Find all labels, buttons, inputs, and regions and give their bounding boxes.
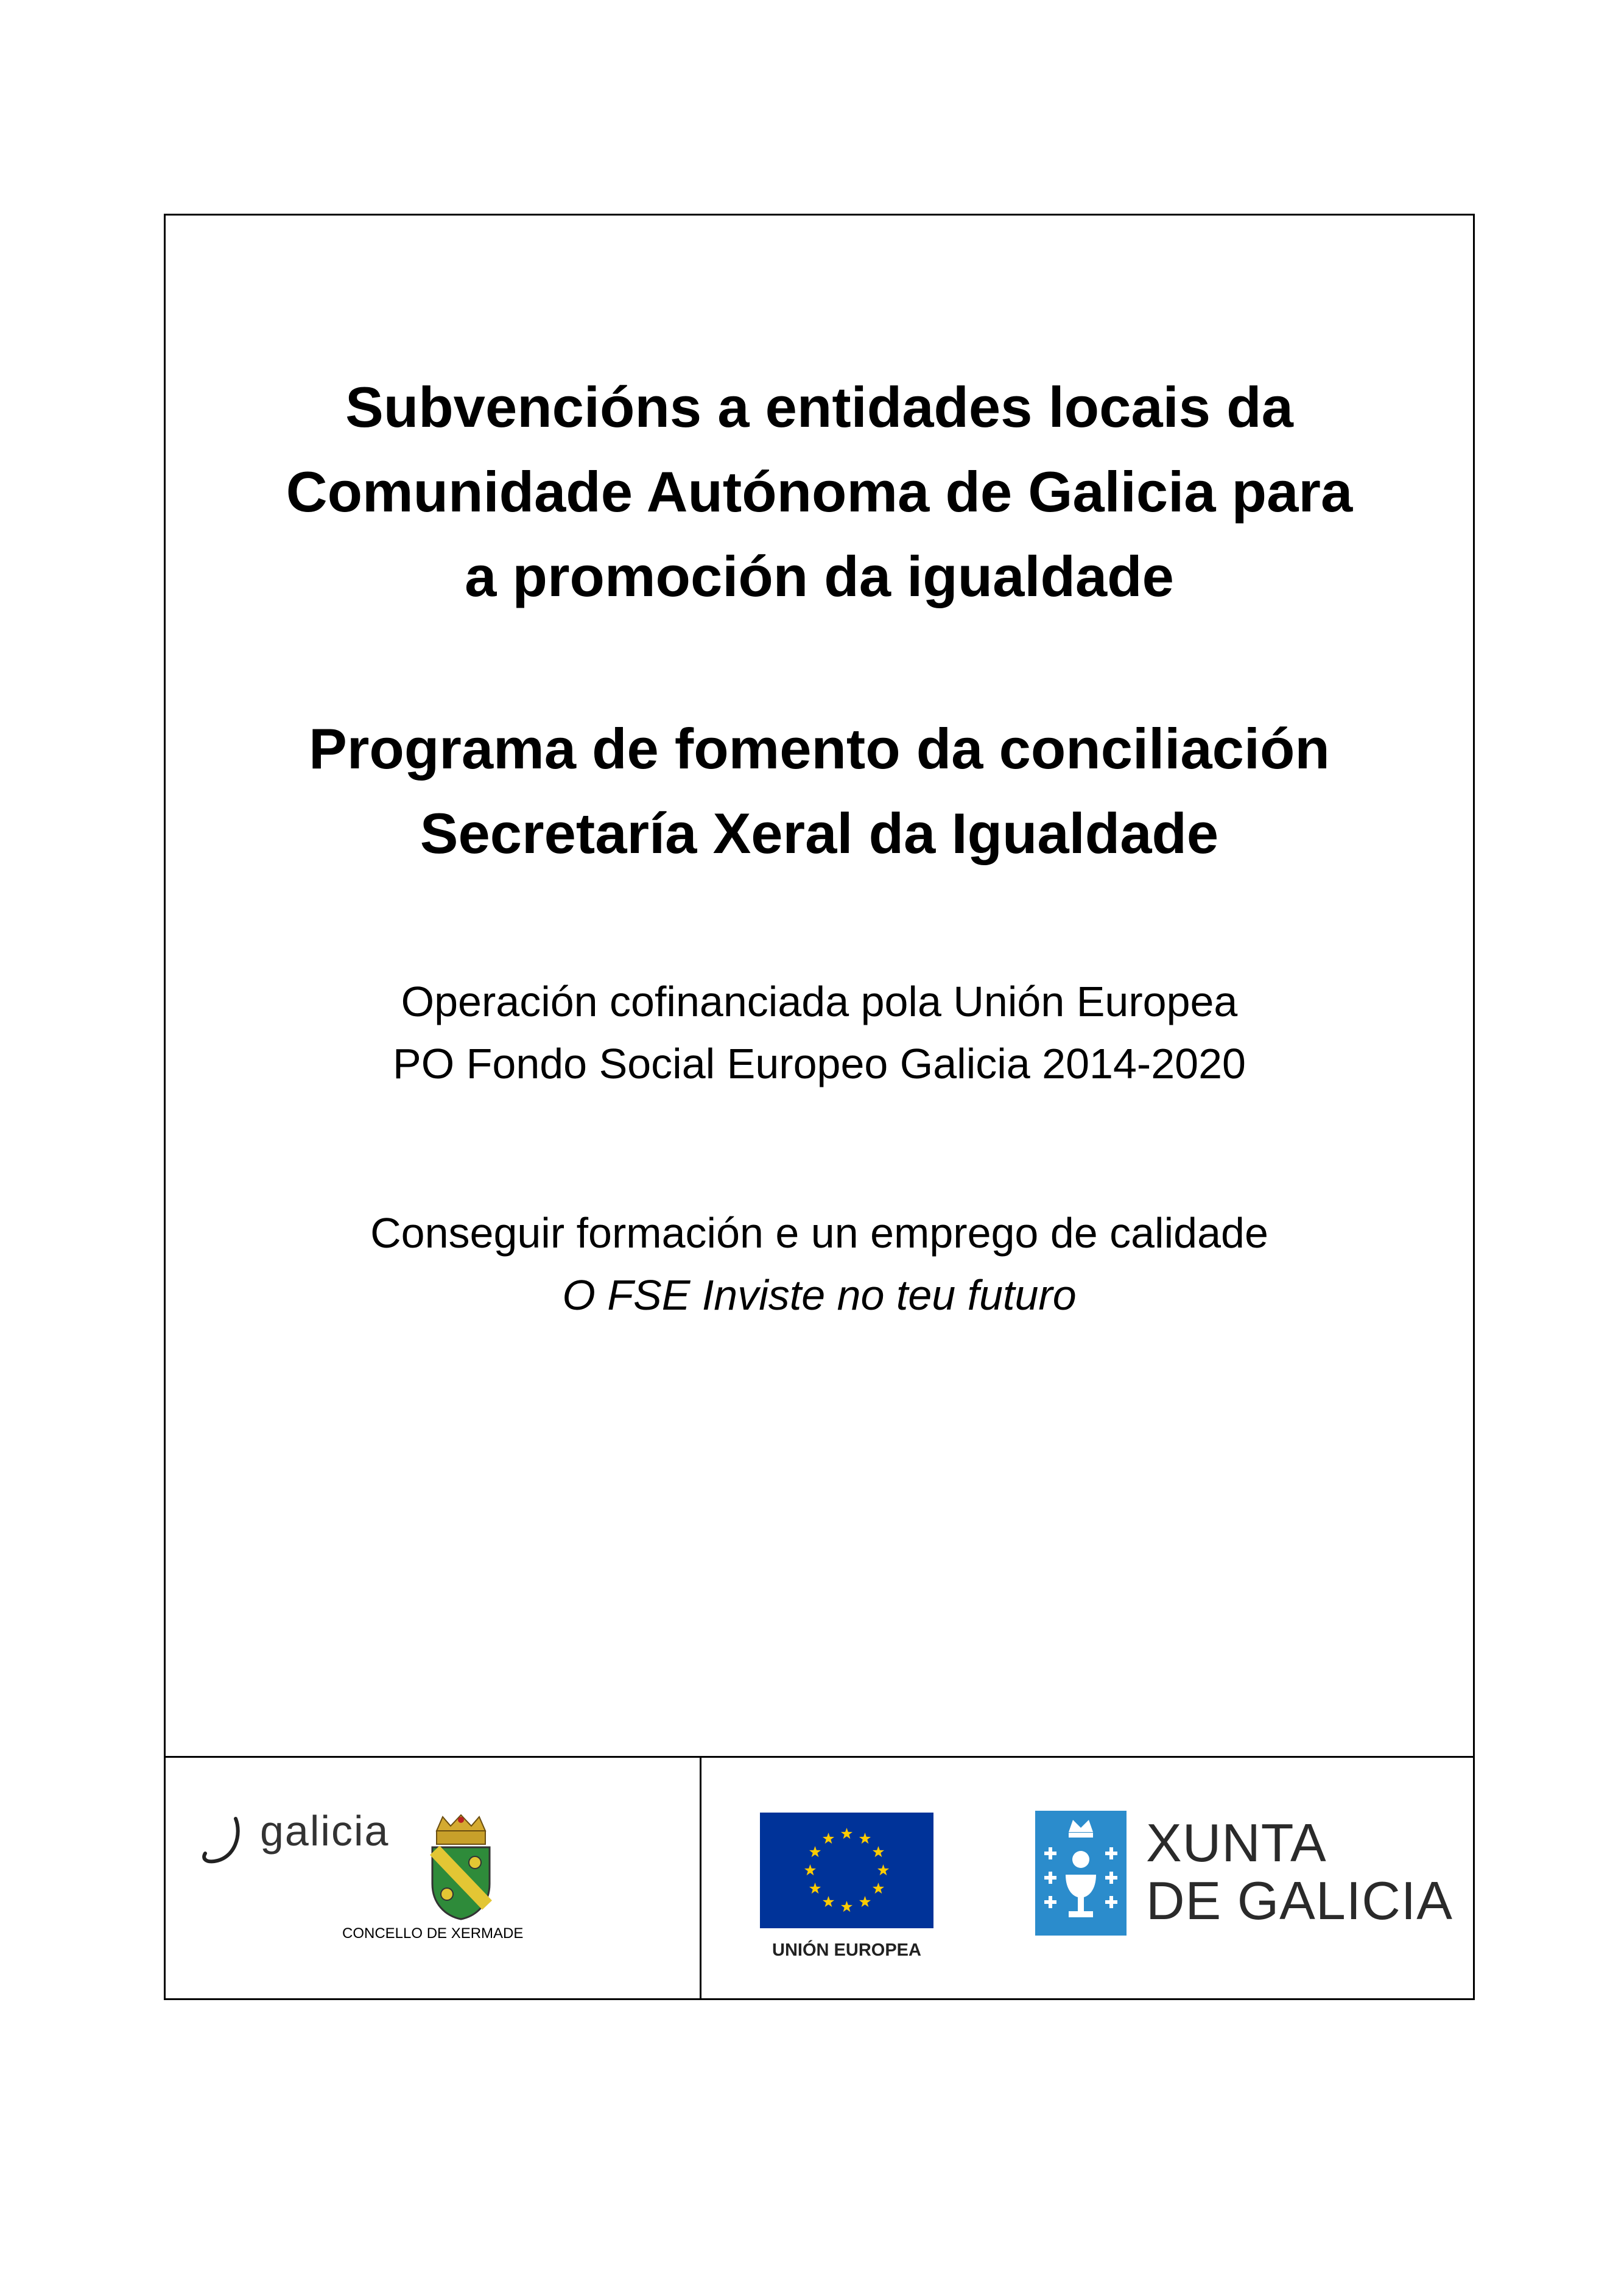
slogan-text <box>166 1202 1473 1326</box>
galicia-wordmark: galicia <box>260 1807 390 1855</box>
program-line: Secretaría Xeral da Igualdade <box>420 801 1219 865</box>
xunta-wordmark <box>1146 1814 1453 1929</box>
concello-label: CONCELLO DE XERMADE <box>342 1925 524 1942</box>
footer-divider <box>700 1758 701 1998</box>
eu-flag-icon <box>760 1813 933 1928</box>
cofinancing-line: Operación cofinanciada pola Unión Europea <box>401 978 1238 1025</box>
cofinancing-text <box>166 971 1473 1095</box>
document-content <box>166 216 1473 1757</box>
document-frame <box>164 214 1475 2000</box>
xunta-shield-icon <box>1035 1811 1127 1936</box>
title-line: Subvencións a entidades locais da <box>345 375 1293 439</box>
slogan-tagline: O FSE Inviste no teu futuro <box>562 1271 1077 1319</box>
logo-footer <box>166 1756 1473 1998</box>
title-line: Comunidade Autónoma de Galicia para <box>286 460 1353 524</box>
eu-label: UNIÓN EUROPEA <box>772 1940 921 1960</box>
coat-of-arms-icon <box>421 1814 501 1920</box>
main-title <box>166 365 1473 619</box>
cofinancing-line: PO Fondo Social Europeo Galicia 2014-2020 <box>393 1040 1246 1087</box>
xunta-line: XUNTA <box>1146 1813 1327 1873</box>
title-line: a promoción da igualdade <box>465 544 1174 608</box>
program-line: Programa de fomento da conciliación <box>309 717 1330 781</box>
xunta-line: DE GALICIA <box>1146 1870 1453 1931</box>
slogan-line: Conseguir formación e un emprego de calidade <box>370 1209 1268 1257</box>
program-title <box>166 706 1473 876</box>
galicia-logo <box>199 1803 390 1870</box>
